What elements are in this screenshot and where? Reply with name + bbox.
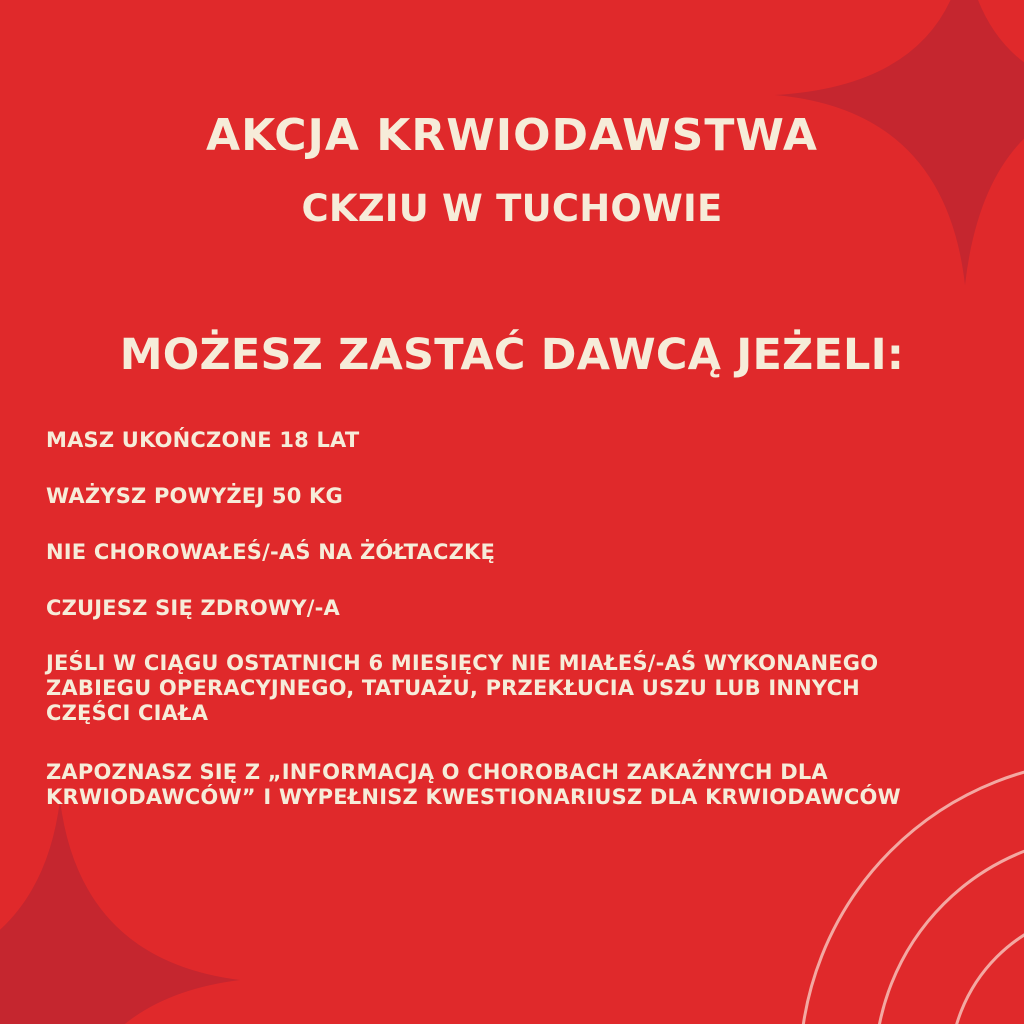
condition-questionnaire [46,760,901,810]
star-bottom-left-icon [0,800,240,1024]
title-line-1: AKCJA KRWIODAWSTWA [206,110,818,161]
condition-health [46,596,340,621]
condition-line: KRWIODAWCÓW” I WYPEŁNISZ KWESTIONARIUSZ DLA KRWIODAWCÓW [46,785,901,809]
condition-age [46,428,359,453]
condition-weight [46,484,343,509]
condition-line: NIE CHOROWAŁEŚ/-AŚ NA ŻÓŁTACZKĘ [46,540,496,564]
condition-line: CZUJESZ SIĘ ZDROWY/-A [46,596,340,620]
condition-line: MASZ UKOŃCZONE 18 LAT [46,428,360,452]
condition-line: CZĘŚCI CIAŁA [46,701,209,725]
condition-line: WAŻYSZ POWYŻEJ 50 KG [46,484,343,508]
condition-procedures [46,651,878,726]
condition-line: JEŚLI W CIĄGU OSTATNICH 6 MIESIĘCY NIE MIAŁEŚ/-AŚ WYKONANEGO [46,651,879,675]
title-line-2: CKZIU W TUCHOWIE [301,187,723,230]
condition-line: ZAPOZNASZ SIĘ Z „INFORMACJĄ O CHOROBACH ZAKAŹNYCH DLA [46,760,828,784]
eligibility-heading: MOŻESZ ZASTAĆ DAWCĄ JEŻELI: [119,330,905,380]
condition-jaundice [46,540,495,565]
condition-line: ZABIEGU OPERACYJNEGO, TATUAŻU, PRZEKŁUCIA USZU LUB INNYCH [46,676,860,700]
